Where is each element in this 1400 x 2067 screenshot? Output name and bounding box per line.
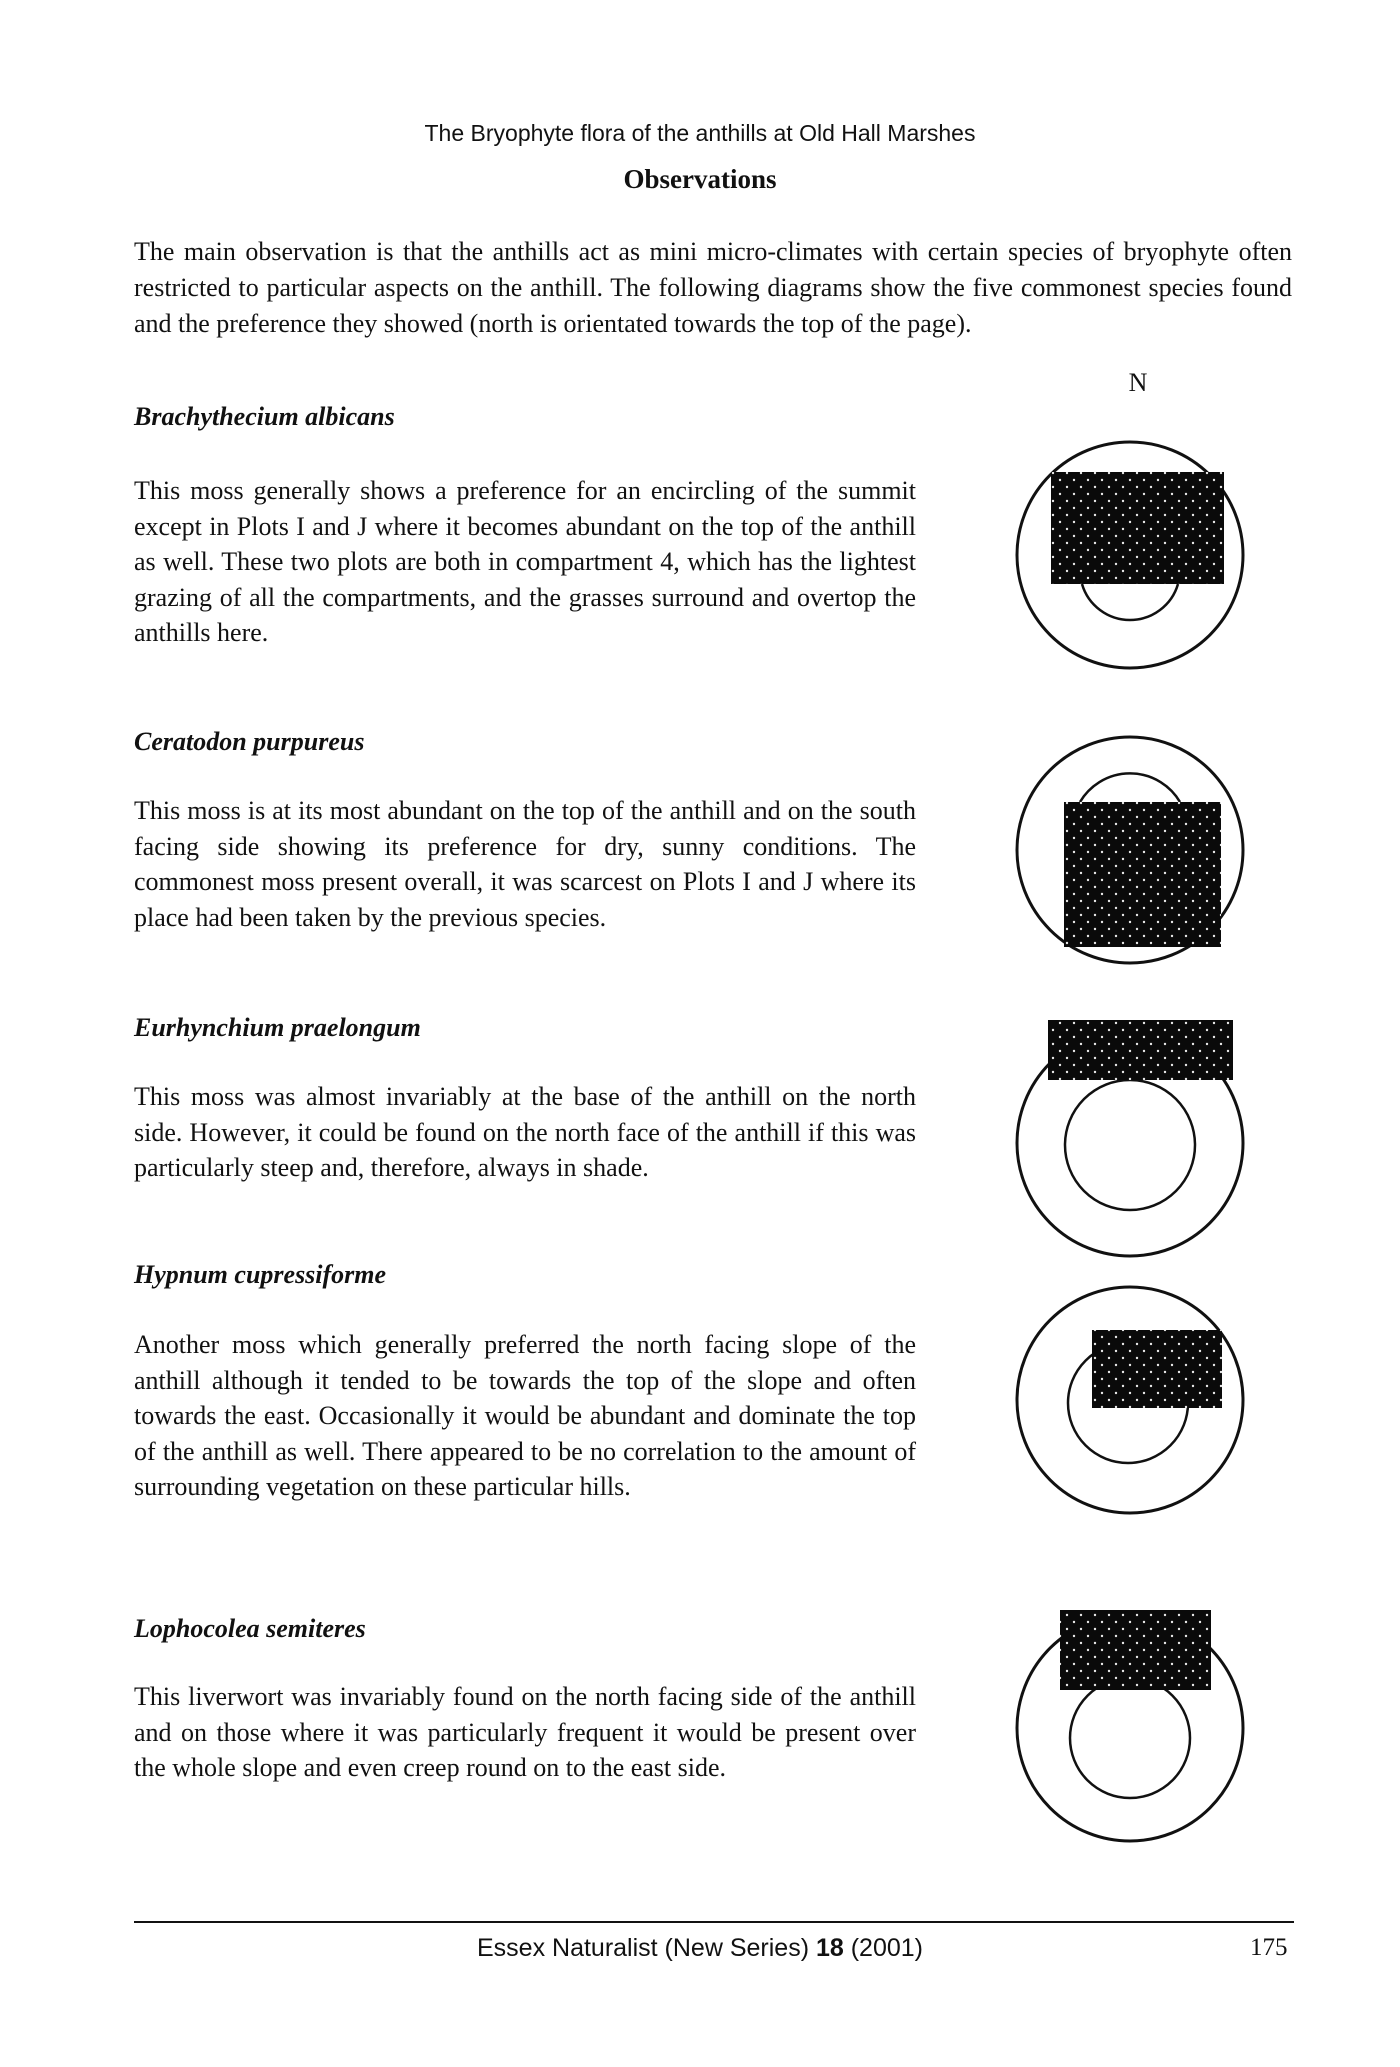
aspect-diagram-hypnum <box>1000 1263 1260 1523</box>
aspect-diagram-brachythecium <box>1000 420 1260 680</box>
aspect-diagram-eurhynchium <box>1000 1005 1260 1265</box>
north-label: N <box>1128 368 1148 397</box>
aspect-diagram-ceratodon <box>1000 722 1260 982</box>
footer-citation <box>0 1934 1400 1963</box>
species-name-lophocolea: Lophocolea semiteres <box>134 1614 366 1643</box>
intro-paragraph: The main observation is that the anthills act as mini micro-climates with certain species of bryophyte often restricted to particular aspects on the anthill. The following diagrams show the five commonest species found and the preference they showed (north is orientated towards the top of the page). <box>134 237 1292 338</box>
aspect-diagram-lophocolea <box>1000 1590 1260 1850</box>
running-title: The Bryophyte flora of the anthills at Old Hall Marshes <box>424 120 976 146</box>
volume-number: 18 <box>815 1934 844 1962</box>
footer-rule <box>134 1921 1294 1923</box>
page-number: 175 <box>1250 1934 1288 1961</box>
species-description-lophocolea: This liverwort was invariably found on the north facing side of the anthill and on those where it was particularly frequent it would be present over the whole slope and even creep round on to the east side. <box>134 1682 916 1782</box>
species-description-ceratodon: This moss is at its most abundant on the top of the anthill and on the south facing side showing its preference for dry, sunny conditions. The commonest moss present overall, it was scarcest on Plots I and J where its place had been taken by the previous species. <box>134 796 916 932</box>
journal-name: Essex Naturalist (New Series) <box>476 1934 810 1962</box>
species-name-ceratodon: Ceratodon purpureus <box>134 727 365 756</box>
species-name-brachythecium: Brachythecium albicans <box>134 402 395 431</box>
species-description-hypnum: Another moss which generally preferred the north facing slope of the anthill although it tended to be towards the top of the slope and often towards the east. Occasionally it would be abundant and dominate the top of the anthill as well. There appeared to be no correlation to the amount of surrounding vegetation on these particular hills. <box>134 1330 916 1501</box>
species-name-hypnum: Hypnum cupressiforme <box>134 1260 387 1289</box>
section-title: Observations <box>623 164 777 194</box>
species-description-brachythecium: This moss generally shows a preference for an encircling of the summit except in Plots I and J where it becomes abundant on the top of the anthill as well. These two plots are both in compartment 4, which has the lightest grazing of all the compartments, and the grasses surround and overtop the anthills here. <box>134 476 916 647</box>
publication-year: (2001) <box>850 1934 923 1962</box>
species-name-eurhynchium: Eurhynchium praelongum <box>134 1013 421 1042</box>
species-description-eurhynchium: This moss was almost invariably at the base of the anthill on the north side. However, it could be found on the north face of the anthill if this was particularly steep and, therefore, always in shade. <box>134 1082 916 1182</box>
